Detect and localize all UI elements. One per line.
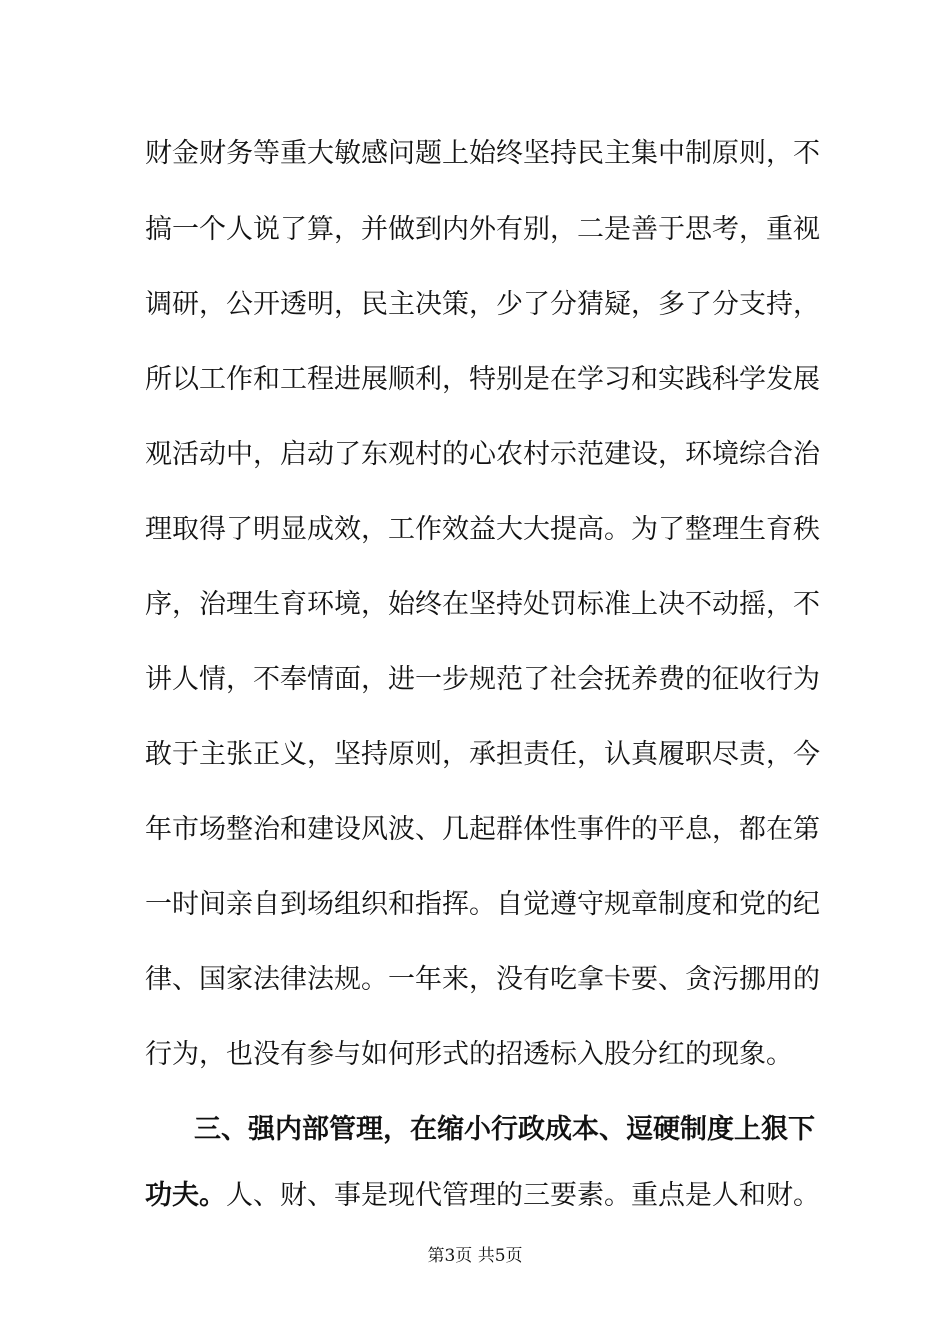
- body-line-4: 所以工作和工程进展顺利，特别是在学习和实践科学发展: [145, 364, 820, 395]
- body-line-13: 行为，也没有参与如何形式的招透标入股分红的现象。: [145, 1039, 793, 1070]
- section-body-text: 人、财、事是现代管理的三要素。重点是人和财。: [226, 1180, 820, 1211]
- section-heading: 三、强内部管理，在缩小行政成本、逗硬制度上狠下: [194, 1114, 815, 1145]
- body-line-5: 观活动中，启动了东观村的心农村示范建设，环境综合治: [145, 439, 820, 470]
- body-line-8: 讲人情，不奉情面，进一步规范了社会抚养费的征收行为: [145, 664, 820, 695]
- page-footer: 第3页 共5页: [427, 1246, 523, 1266]
- section-heading-continuation: [145, 1178, 820, 1214]
- body-line-10: 年市场整治和建设风波、几起群体性事件的平息，都在第: [145, 814, 820, 845]
- body-line-7: 序，治理生育环境，始终在坚持处罚标准上决不动摇，不: [145, 589, 820, 620]
- body-line-12: 律、国家法律法规。一年来，没有吃拿卡要、贪污挪用的: [145, 964, 820, 995]
- section-heading-tail: 功夫。: [145, 1180, 226, 1211]
- body-line-3: 调研，公开透明，民主决策，少了分猜疑，多了分支持，: [145, 289, 820, 320]
- body-line-11: 一时间亲自到场组织和指挥。自觉遵守规章制度和党的纪: [145, 889, 820, 920]
- body-line-9: 敢于主张正义，坚持原则，承担责任，认真履职尽责，今: [145, 739, 820, 770]
- body-line-6: 理取得了明显成效，工作效益大大提高。为了整理生育秩: [145, 514, 820, 545]
- body-line-2: 搞一个人说了算，并做到内外有别，二是善于思考，重视: [145, 214, 820, 245]
- body-line-1: 财金财务等重大敏感问题上始终坚持民主集中制原则，不: [145, 138, 820, 169]
